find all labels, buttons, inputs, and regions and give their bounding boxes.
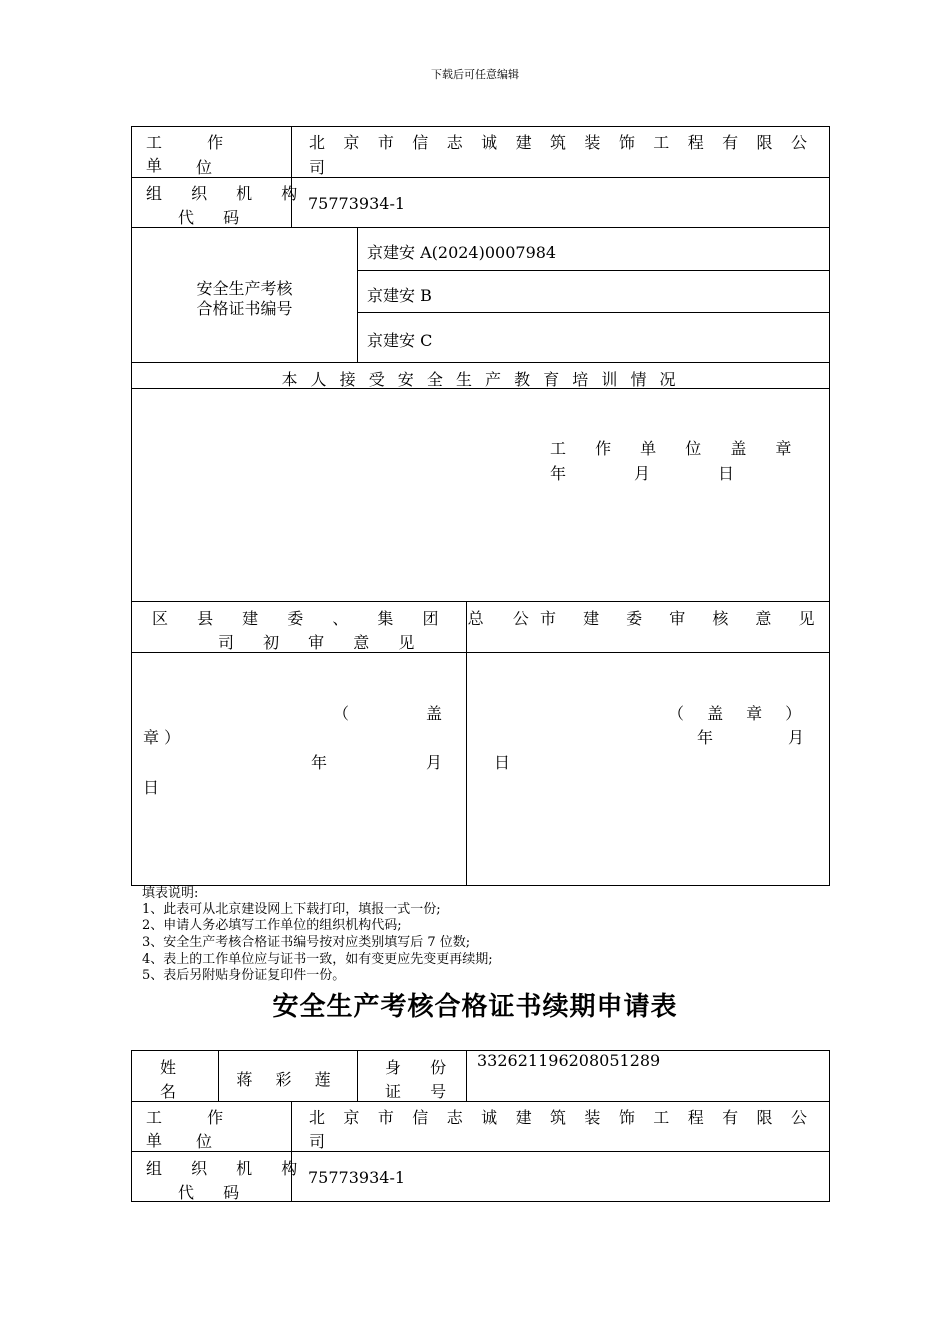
work-unit-seal-label: 工 作 单 位 盖 章: [550, 439, 804, 458]
org-code-label-cont: 代 码: [178, 208, 252, 227]
training-date-year: 年: [550, 464, 567, 483]
work-unit-label: 工 作 单: [146, 1108, 244, 1150]
left-seal-close: 章 ）: [143, 728, 181, 747]
work-unit-label-cont: 位: [196, 1132, 213, 1151]
id-value: 332621196208051289: [477, 1051, 661, 1070]
notes-heading: 填表说明:: [142, 886, 199, 901]
work-unit-label-cont: 位: [196, 158, 213, 177]
training-date-month: 月: [634, 464, 651, 483]
cert-b-value: 京建安 B: [367, 286, 432, 305]
name-value: 蒋 彩 莲: [236, 1070, 340, 1089]
right-date-year: 年: [697, 728, 714, 747]
notes-item: 1、此表可从北京建设网上下载打印，填报一式一份;: [142, 902, 441, 917]
org-code-value: 75773934-1: [308, 194, 406, 213]
form-title: 安全生产考核合格证书续期申请表: [272, 992, 678, 1022]
work-unit-label: 工 作 单: [146, 133, 244, 175]
district-review-label-cont: 司 初 审 意 见: [218, 633, 427, 652]
left-seal-char: 盖: [426, 704, 443, 723]
left-seal-open: （: [333, 704, 350, 723]
left-date-day: 日: [143, 778, 160, 797]
work-unit-value-cont: 司: [309, 1132, 326, 1151]
org-code-label: 组 织 机 构: [146, 184, 310, 203]
id-label: 身 份: [385, 1058, 459, 1077]
left-date-month: 月: [426, 753, 443, 772]
org-code-label: 组 织 机 构: [146, 1159, 310, 1178]
notes-item: 3、安全生产考核合格证书编号按对应类别填写后 7 位数;: [142, 935, 471, 950]
header-note: 下载后可任意编辑: [431, 68, 519, 81]
right-date-day: 日: [494, 753, 511, 772]
name-label: 姓: [160, 1058, 177, 1077]
cert-a-value: 京建安 A(2024)0007984: [367, 243, 557, 262]
notes-item: 5、表后另附贴身份证复印件一份。: [142, 968, 346, 983]
notes-item: 4、表上的工作单位应与证书一致，如有变更应先变更再续期;: [142, 952, 493, 967]
org-code-value: 75773934-1: [308, 1168, 406, 1187]
cert-number-label-cont: 合格证书编号: [196, 299, 293, 318]
id-label-cont: 证 号: [385, 1082, 459, 1101]
training-title: 本 人 接 受 安 全 生 产 教 育 培 训 情 况: [281, 370, 680, 389]
training-date-day: 日: [718, 464, 735, 483]
left-date-year: 年: [311, 753, 328, 772]
right-seal: （ 盖 章 ）: [668, 704, 811, 723]
work-unit-value-cont: 司: [309, 158, 326, 177]
right-date-month: 月: [788, 728, 805, 747]
city-review-label: 市 建 委 审 核 意 见: [540, 609, 826, 628]
cert-c-value: 京建安 C: [367, 331, 433, 350]
cert-number-label: 安全生产考核: [196, 279, 293, 298]
name-label-cont: 名: [160, 1082, 177, 1101]
work-unit-value: 北京市信志诚建筑装饰工程有限公: [309, 1108, 807, 1127]
district-review-label: 区 县 建 委 、 集 团 总 公: [152, 609, 541, 628]
org-code-label-cont: 代 码: [178, 1183, 252, 1202]
notes-item: 2、申请人务必填写工作单位的组织机构代码;: [142, 918, 402, 933]
work-unit-value: 北京市信志诚建筑装饰工程有限公: [309, 133, 807, 152]
